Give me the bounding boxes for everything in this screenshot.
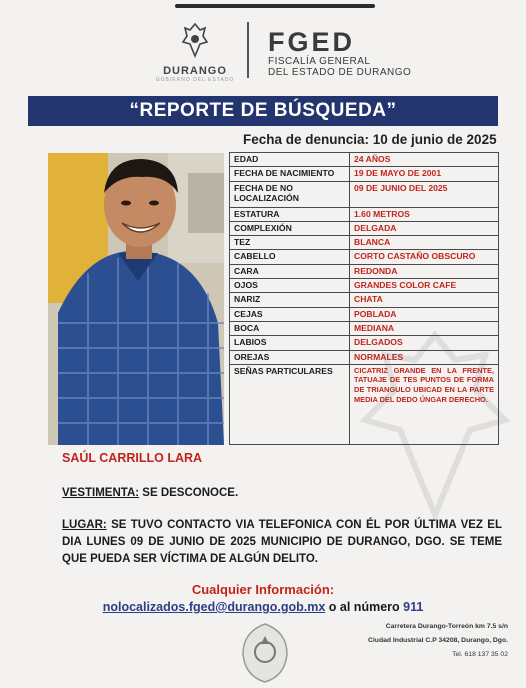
detail-value: REDONDA	[350, 264, 499, 278]
clothing-label: VESTIMENTA:	[62, 487, 140, 499]
detail-label: LABIOS	[230, 336, 350, 350]
detail-value: DELGADOS	[350, 336, 499, 350]
table-row	[230, 236, 499, 250]
location-info	[62, 517, 502, 568]
table-row	[230, 207, 499, 221]
detail-value: NORMALES	[350, 350, 499, 364]
durango-logo	[150, 22, 240, 82]
location-label: LUGAR:	[62, 519, 107, 531]
agency-line-2: DEL ESTADO DE DURANGO	[268, 67, 412, 78]
detail-label: FECHA DE NO LOCALIZACIÓN	[230, 181, 350, 207]
detail-label: EDAD	[230, 153, 350, 167]
detail-label: CABELLO	[230, 250, 350, 264]
crest-icon	[178, 22, 212, 58]
detail-value: 19 DE MAYO DE 2001	[350, 167, 499, 181]
contact-phone[interactable]: 911	[403, 600, 424, 614]
person-photo	[48, 153, 224, 445]
address-line-2: Ciudad Industrial C.P 34208, Durango, Dgo.	[368, 637, 508, 644]
detail-value: 24 AÑOS	[350, 153, 499, 167]
report-title: “REPORTE DE BÚSQUEDA”	[28, 96, 498, 126]
table-row	[230, 181, 499, 207]
contact-line	[0, 600, 526, 614]
address-phone: Tel. 618 137 35 02	[452, 651, 508, 658]
clothing-text: SE DESCONOCE.	[139, 487, 239, 499]
detail-label: ESTATURA	[230, 207, 350, 221]
detail-label: CEJAS	[230, 307, 350, 321]
detail-value: DELGADA	[350, 221, 499, 235]
detail-label: OJOS	[230, 279, 350, 293]
header-divider	[247, 22, 249, 78]
detail-label: COMPLEXIÓN	[230, 221, 350, 235]
table-row	[230, 167, 499, 181]
top-divider	[175, 4, 375, 8]
detail-value: POBLADA	[350, 307, 499, 321]
table-row	[230, 279, 499, 293]
person-photo-illustration	[48, 153, 224, 445]
detail-label: FECHA DE NACIMIENTO	[230, 167, 350, 181]
logo-sub: GOBIERNO DEL ESTADO	[155, 77, 235, 83]
contact-connector: o al número	[325, 600, 404, 614]
logo-name: DURANGO	[163, 65, 227, 77]
location-text: SE TUVO CONTACTO VIA TELEFONICA CON ÉL POR ÚLTIMA VEZ EL DIA LUNES 09 DE JUNIO DE 2025 MUNICIPIO DE DURANGO, DGO. SE TEME QUE PUEDA SER VÍCTIMA DE ALGÚN DELITO.	[62, 519, 502, 565]
table-row	[230, 153, 499, 167]
watermark-icon	[355, 330, 515, 520]
agency-logo	[268, 28, 411, 78]
contact-email-link[interactable]: nolocalizados.fged@durango.gob.mx	[102, 600, 326, 614]
seal-icon	[239, 622, 291, 684]
detail-label: NARIZ	[230, 293, 350, 307]
agency-acronym: FGED	[268, 27, 356, 57]
table-row	[230, 250, 499, 264]
address-block	[368, 620, 508, 662]
table-row	[230, 221, 499, 235]
contact-title: Cualquier Información:	[191, 582, 335, 597]
detail-label: OREJAS	[230, 350, 350, 364]
detail-label: SEÑAS PARTICULARES	[230, 364, 350, 444]
detail-label: CARA	[230, 264, 350, 278]
detail-label: BOCA	[230, 321, 350, 335]
detail-value: CHATA	[350, 293, 499, 307]
detail-value: 1.60 METROS	[350, 207, 499, 221]
detail-value: GRANDES COLOR CAFE	[350, 279, 499, 293]
report-date: Fecha de denuncia: 10 de junio de 2025	[243, 132, 497, 147]
detail-value: 09 DE JUNIO DEL 2025	[350, 181, 499, 207]
table-row	[230, 293, 499, 307]
table-row	[230, 264, 499, 278]
address-line-1: Carretera Durango-Torreón km 7.5 s/n	[385, 623, 508, 630]
detail-label: TEZ	[230, 236, 350, 250]
agency-line-1: FISCALÍA GENERAL	[268, 56, 371, 67]
person-name: SAÚL CARRILLO LARA	[62, 451, 203, 465]
detail-value: CORTO CASTAÑO OBSCURO	[350, 250, 499, 264]
clothing-info	[62, 487, 238, 499]
detail-value: MEDIANA	[350, 321, 499, 335]
table-row	[230, 307, 499, 321]
detail-value: CICATRIZ GRANDE EN LA FRENTE, TATUAJE DE TES PUNTOS DE FORMA DE TRIANGULO UBICAD EN LA PARTE MEDIA DEL DEDO ÚNGAR DERECHO.	[350, 364, 499, 444]
detail-value: BLANCA	[350, 236, 499, 250]
